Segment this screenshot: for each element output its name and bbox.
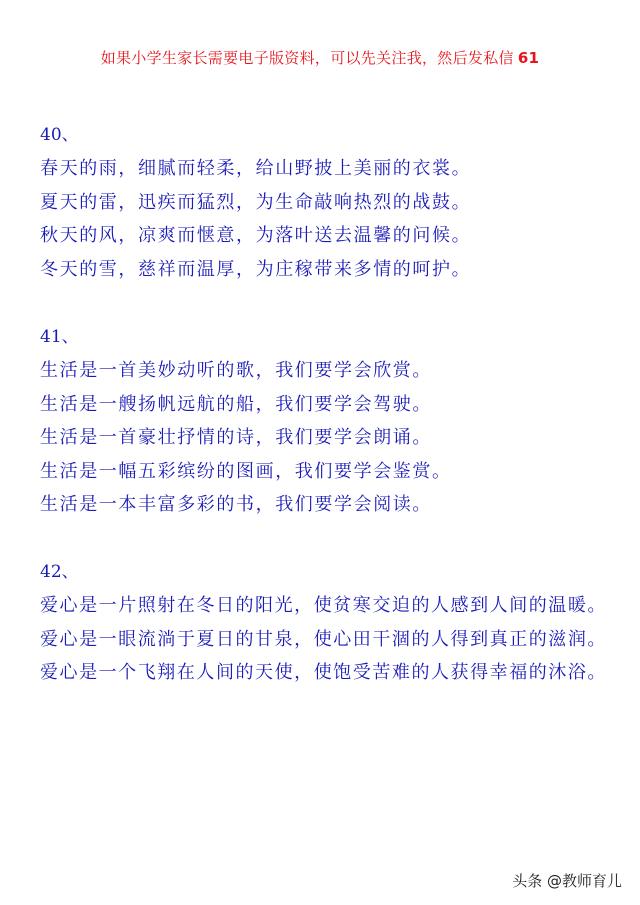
text-line: 冬天的雪，慈祥而温厚，为庄稼带来多情的呵护。 <box>40 258 472 280</box>
section-number: 41、 <box>40 327 79 347</box>
section-41 <box>40 320 620 522</box>
text-line: 生活是一艘扬帆远航的船，我们要学会驾驶。 <box>40 393 432 415</box>
text-line: 生活是一首美妙动听的歌，我们要学会欣赏。 <box>40 360 432 381</box>
section-number: 40、 <box>40 125 79 145</box>
text-line: 春天的雨，细腻而轻柔，给山野披上美丽的衣裳。 <box>40 158 472 179</box>
section-number: 42、 <box>40 562 79 582</box>
text-paragraph: 爱心是一片照射在冬日的阳光，使贫寒交迫的人感到人间的温暖。 <box>40 595 607 616</box>
promo-banner <box>0 47 640 69</box>
text-line: 生活是一本丰富多彩的书，我们要学会阅读。 <box>40 494 432 515</box>
text-line: 夏天的雷，迅疾而猛烈，为生命敲响热烈的战鼓。 <box>40 191 472 213</box>
promo-banner-number: 61 <box>517 49 540 67</box>
text-paragraph: 爱心是一眼流淌于夏日的甘泉，使心田干涸的人得到真正的滋润。 <box>40 628 607 650</box>
text-line: 生活是一幅五彩缤纷的图画，我们要学会鉴赏。 <box>40 460 452 482</box>
author-watermark: 头条 @教师育儿 <box>512 872 622 890</box>
text-line: 生活是一首豪壮抒情的诗，我们要学会朗诵。 <box>40 427 432 448</box>
text-line: 秋天的风，凉爽而惬意，为落叶送去温馨的问候。 <box>40 225 472 246</box>
section-42 <box>40 555 620 690</box>
promo-banner-text: 如果小学生家长需要电子版资料，可以先关注我，然后发私信 <box>100 49 514 67</box>
text-paragraph: 爱心是一个飞翔在人间的天使，使饱受苦难的人获得幸福的沐浴。 <box>40 662 607 683</box>
section-40 <box>40 118 620 286</box>
